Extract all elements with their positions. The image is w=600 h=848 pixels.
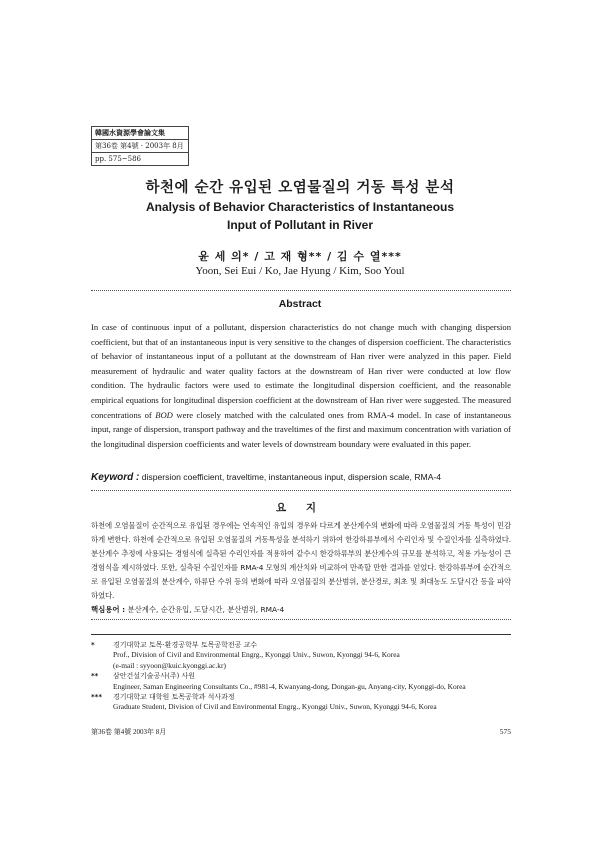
abstract-keywords [91, 472, 511, 483]
authors-english: Yoon, Sei Eui / Ko, Jae Hyung / Kim, Soo Youl [195, 265, 405, 277]
footnote-1 [91, 640, 531, 671]
footnote-rule [91, 634, 511, 635]
abstract-body [91, 320, 511, 451]
divider-middle [91, 490, 511, 491]
journal-name: 韓國水資源學會論文集 [92, 127, 188, 140]
footnote-korean: 경기대학교 대학원 토목공학과 석사과정 [113, 693, 235, 702]
footnote-korean: 경기대학교 토목·환경공학부 토목공학전공 교수 [113, 641, 258, 649]
authors-korean: 윤 세 의* / 고 재 형** / 김 수 열*** [198, 250, 402, 263]
footnote-mark: * [91, 641, 95, 649]
title-english-line1: Analysis of Behavior Characteristics of Instantaneous [145, 200, 455, 214]
footnote-korean: 삼안건설기술공사(주) 사원 [113, 672, 196, 681]
footnote-email: (e-mail : syyoon@kuic.kyonggi.ac.kr) [113, 660, 226, 670]
footnote-english: Engineer, Saman Engineering Consultants Co., #981-4, Kwanyang-dong, Dongan-gu, Anyang-city, Kyonggi-do, Korea [113, 681, 466, 691]
footnotes [91, 640, 531, 713]
abstract-heading: Abstract [278, 298, 322, 310]
divider-top [91, 290, 511, 291]
yoji-heading: 요 지 [276, 502, 324, 514]
yoji-body: 하천에 오염물질이 순간적으로 유입된 경우에는 연속적인 유입의 경우와 다르게 분산계수의 변화에 따라 오염물질의 거동 특성이 민감하게 변한다. 하천에 순간적으로 유입된 오염물질의 거동특성을 분석하기 위하여 한강하류부에서 수리인자 및 수질인자를 실측하였다. 분산계수 추정에 사용되는 경험식에 실측된 수리인자를 적용하여 같수시 한강하류부의 분산계수의 규모를 분석하고, 적용 가능성이 큰 경험식을 제시하였다. 또한, 실측된 수질인자를 RMA-4 모형의 계산치와 비교하여 만족할 만한 결과를 얻었다. 한강하류부에 순간적으로 유입된 오염물질의 분산계수, 하류단 수위 등의 변화에 따라 오염물질의 분산범위, 분산경로, 최초 및 최대농도 도달시간 등을 파악하였다. [91, 521, 511, 600]
keyword-list: dispersion coefficient, traveltime, instantaneous input, dispersion scale, RMA-4 [139, 472, 442, 482]
footnote-english: Prof., Division of Civil and Environmental Engrg., Kyonggi Univ., Suwon, Kyonggi 94-6, Korea [113, 650, 400, 660]
divider-bottom [91, 619, 511, 620]
title-english-line2: Input of Pollutant in River [227, 218, 373, 232]
footnote-mark: *** [91, 693, 102, 702]
title-english [0, 198, 600, 234]
title-korean: 하천에 순간 유입된 오염물질의 거동 특성 분석 [145, 180, 455, 196]
journal-info-box [91, 126, 189, 166]
footnote-3 [91, 692, 531, 713]
footnote-english: Graduate Student, Division of Civil and Environmental Engrg., Kyonggi Univ., Suwon, Kyonggi 94-6, Korea [113, 702, 437, 712]
page-number: 575 [499, 727, 511, 736]
yoji-keywords [91, 604, 511, 615]
journal-volume: 第36卷 第4號 · 2003年 8月 [92, 140, 188, 153]
keyword-label: Keyword : [91, 472, 140, 483]
yoji-keyword-list: 분산계수, 순간유입, 도달시간, 분산범위, RMA-4 [125, 605, 285, 614]
footer-issue: 第36卷 第4號 2003年 8月 [91, 728, 167, 736]
abstract-bod: BOD [155, 409, 173, 420]
yoji-keyword-label: 핵심용어 : [91, 605, 126, 614]
footnote-mark: ** [91, 672, 99, 681]
journal-pages: pp. 575~586 [95, 155, 141, 163]
abstract-part1: In case of continuous input of a pollutant, dispersion characteristics do not change much with changing dispersion coefficient, but that of an instantaneous input is very sensitive to the changes of dispersion coefficient. The characteristics of behavior of instantaneous input of a pollutant at the downstream of Han river were analyzed in this paper. Field measurement of hydraulic and water quality factors at the downstream of Han river were conducted at low flow condition. The hydraulic factors were used to estimate the longitudinal dispersion coefficient, and the reasonable empirical equations for longitudinal dispersion coefficient at the downstream of Han river were suggested. The measured concentrations of [91, 322, 511, 420]
abstract-part2: were closely matched with the calculated ones from RMA-4 model. In case of instantaneous input, range of dispersion, transport pathway and the traveltimes of the first and maximum concentration with variation of the longitudinal dispersion coefficients and water levels of downstream boundary were evaluated in this paper. [91, 409, 511, 449]
footnote-2 [91, 671, 531, 692]
